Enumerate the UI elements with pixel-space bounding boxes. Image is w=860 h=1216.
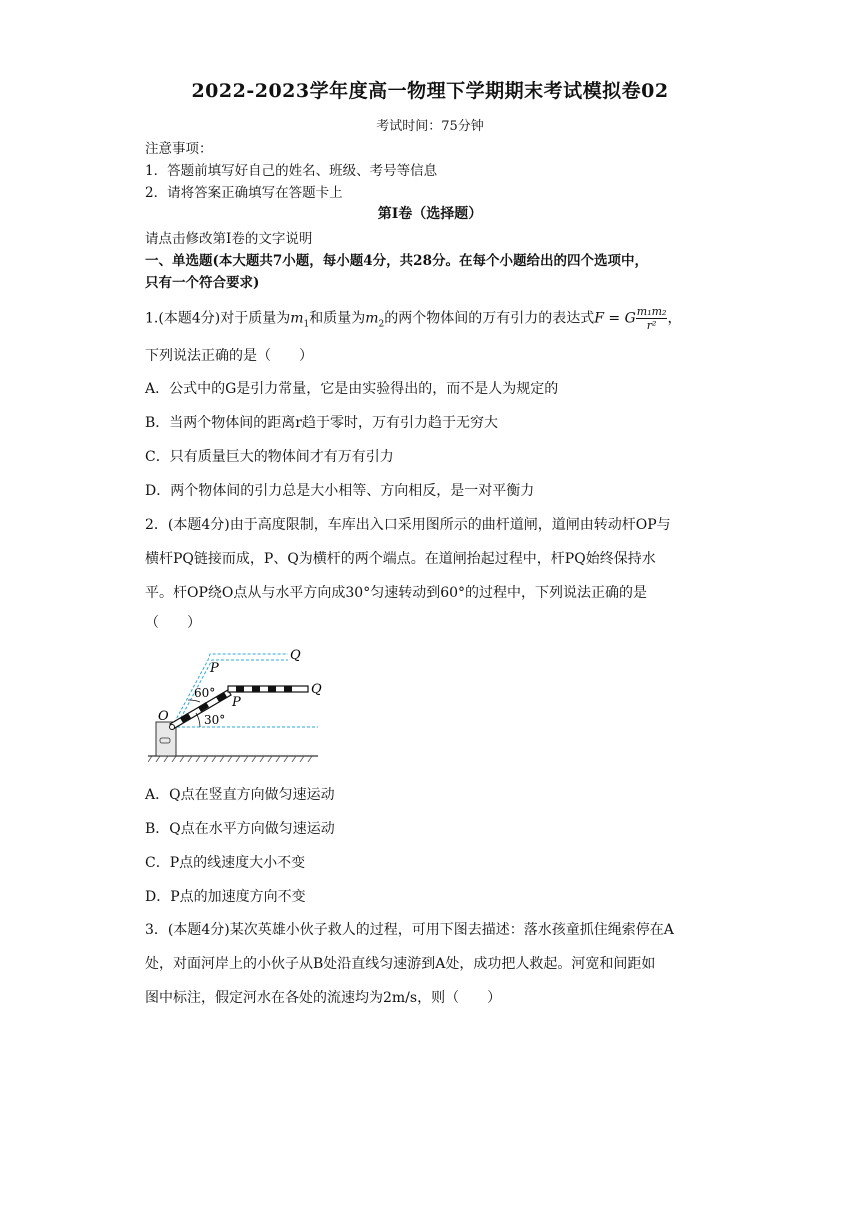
option-b: B．Q点在水平方向做匀速运动 <box>145 821 335 837</box>
label-P-lower: P <box>232 695 241 710</box>
question-2-text-cont: （ ） <box>145 615 201 631</box>
mass-m1: m <box>290 310 304 327</box>
section-heading-cont: 只有一个符合要求) <box>145 275 260 291</box>
option-c: C．P点的线速度大小不变 <box>145 855 306 871</box>
question-3-text-cont: 图中标注，假定河水在各处的流速均为2m/s，则（ ） <box>145 990 502 1006</box>
label-P-upper: P <box>210 661 219 676</box>
question-3-text: 3．(本题4分)某次英雄小伙子救人的过程，可用下图去描述：落水孩童抓住绳索停在A <box>145 922 674 938</box>
gate-figure <box>148 640 348 765</box>
question-2-text-cont: 平。杆OP绕O点从与水平方向成30°匀速转动到60°的过程中，下列说法正确的是 <box>145 585 648 601</box>
mass-m2: m <box>365 310 379 327</box>
label-Q-lower: Q <box>311 682 322 697</box>
part-heading: 第I卷（选择题） <box>377 206 483 222</box>
question-1-text-cont: 下列说法正确的是（ ） <box>145 348 313 364</box>
notice-item: 1．答题前填写好自己的姓名、班级、考号等信息 <box>145 163 438 179</box>
page-title: 2022-2023学年度高一物理下学期期末考试模拟卷02 <box>191 80 669 102</box>
option-b: B．当两个物体间的距离r趋于零时，万有引力趋于无穷大 <box>145 415 498 431</box>
option-a: A．公式中的G是引力常量，它是由实验得出的，而不是人为规定的 <box>145 381 559 397</box>
option-a: A．Q点在竖直方向做匀速运动 <box>145 787 335 803</box>
question-2-text-cont: 横杆PQ链接而成，P、Q为横杆的两个端点。在道闸抬起过程中，杆PQ始终保持水 <box>145 551 656 567</box>
notice-heading: 注意事项： <box>145 141 213 157</box>
question-1-text: 1.(本题4分)对于质量为$m_1$和质量为$m_2$的两个物体间的万有引力的表达式F = G $\frac{\text{m₁m₂}}{\text{r²}}$ ， <box>145 305 682 332</box>
question-3-text-cont: 处，对面河岸上的小伙子从B处沿直线匀速游到A处，成功把人救起。河宽和间距如 <box>145 956 656 972</box>
part-note: 请点击修改第I卷的文字说明 <box>145 231 313 247</box>
notice-item: 2．请将答案正确填写在答题卡上 <box>145 185 343 201</box>
label-O: O <box>158 709 169 724</box>
label-angle-60: 60° <box>194 686 216 700</box>
exam-time: 考试时间：75分钟 <box>376 119 484 134</box>
gravity-formula: $\frac{\text{m₁m₂}}{\text{r²}}$ <box>636 305 667 332</box>
label-angle-30: 30° <box>204 713 226 727</box>
section-heading: 一、单选题(本大题共7小题，每小题4分，共28分。在每个小题给出的四个选项中， <box>145 253 648 269</box>
label-Q-upper: Q <box>290 648 301 663</box>
option-d: D．两个物体间的引力总是大小相等、方向相反，是一对平衡力 <box>145 483 535 499</box>
option-d: D．P点的加速度方向不变 <box>145 889 306 905</box>
question-2-text: 2．(本题4分)由于高度限制，车库出入口采用图所示的曲杆道闸，道闸由转动杆OP与 <box>145 517 671 533</box>
formula-lhs: F = G <box>594 310 636 327</box>
option-c: C．只有质量巨大的物体间才有万有引力 <box>145 449 394 465</box>
